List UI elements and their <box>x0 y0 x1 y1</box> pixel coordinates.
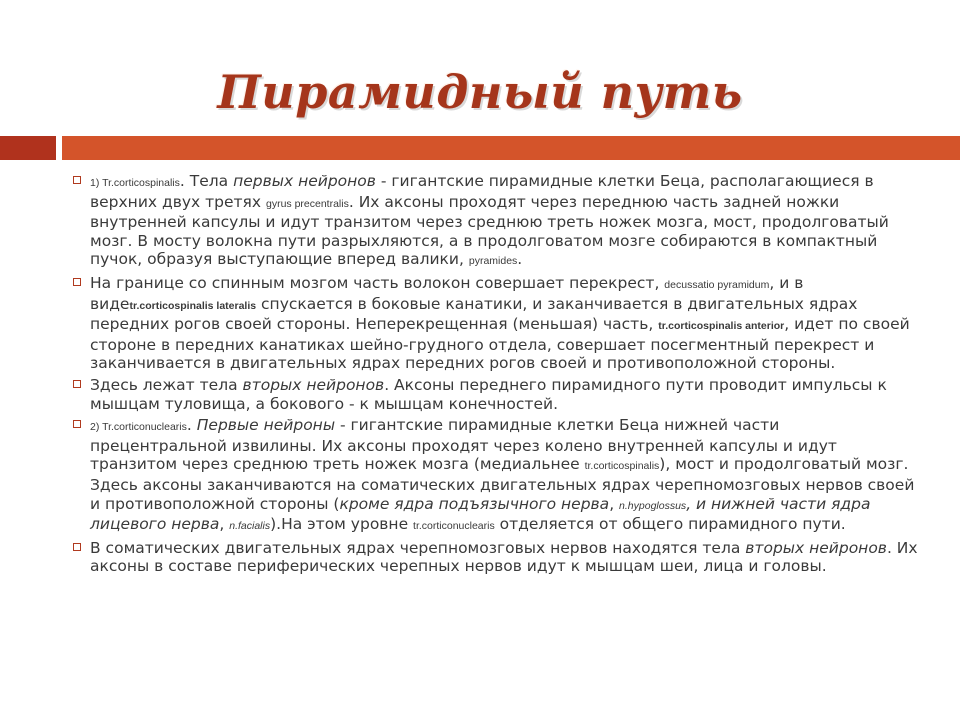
slide-body <box>70 172 920 579</box>
title-underline-bar-right <box>62 136 960 160</box>
text-run: Первые нейроны <box>196 416 336 435</box>
text-run: ).На этом уровне <box>270 515 414 534</box>
text-run: Tr.corticospinalis <box>102 177 180 189</box>
text-run: Здесь лежат тела <box>90 375 243 394</box>
text-run: . Тела <box>179 172 234 190</box>
text-run: вторых нейронов <box>242 375 385 394</box>
text-run: n.facialis <box>229 520 271 533</box>
text-run: меньшая <box>518 315 593 334</box>
slide-title: Пирамидный путь <box>217 65 743 119</box>
text-run: . Их аксоны в составе периферических черепных нервов идут к мышцам шеи, лица и головы. <box>90 538 918 576</box>
bullet-paragraph <box>70 274 920 373</box>
text-run: Tr.corticonuclearis <box>102 421 187 434</box>
text-run: вторых нейронов <box>745 538 887 557</box>
hollow-square-bullet-icon <box>73 176 81 184</box>
title-underline-bar-left <box>0 136 56 160</box>
text-run: , идет по своей стороне в передних канатиках шейно-грудного отдела, совершает посегментный перекрест и заканчивается в двигательных ядрах передних рогов своей и противоположной стороны. <box>90 315 910 373</box>
text-run: , и нижней части ядра лицевого нерва <box>90 494 871 534</box>
text-run: - гигантские пирамидные клетки Беца нижней части прецентральной извилины. Их аксоны проходят через колено внутренней капсулы и идут транзитом через среднюю треть ножек мозга (медиальнее <box>90 416 837 474</box>
text-run: decussatio pyramidum <box>664 278 770 291</box>
bullet-paragraph <box>70 172 920 271</box>
text-run: , <box>609 494 620 513</box>
bullet-paragraph <box>70 416 920 536</box>
text-run: tr.corticonuclearis <box>413 520 495 533</box>
text-run: tr.corticospinalis lateralis <box>129 299 257 312</box>
text-run: В соматических двигательных ядрах черепномозговых нервов находятся тела <box>90 538 746 557</box>
text-run: спускается в боковые канатики, и заканчивается в двигательных ядрах передних рогов своей стороны. Неперекрещенная ( <box>90 294 858 334</box>
text-run: кроме ядра подъязычного нерва <box>339 494 610 513</box>
text-run: отделяется от общего пирамидного пути. <box>494 515 846 534</box>
text-run: 1) <box>90 177 103 189</box>
hollow-square-bullet-icon <box>73 380 81 388</box>
hollow-square-bullet-icon <box>73 278 81 286</box>
text-run: 2) <box>90 421 103 434</box>
hollow-square-bullet-icon <box>73 420 81 428</box>
text-run: tr.corticospinalis <box>584 460 660 473</box>
text-run: ), мост и продолговатый мозг. Здесь аксоны заканчиваются на соматических двигательных ядрах черепномозговых нервов своей и противоположной стороны ( <box>90 455 915 513</box>
text-run: n.hypoglossus <box>619 499 687 512</box>
text-run: первых нейронов <box>233 172 376 190</box>
text-run: - гигантские пирамидные клетки Беца, располагающиеся в верхних двух третях <box>90 172 874 211</box>
text-run: . Их аксоны проходят через переднюю часть задней ножки внутренней капсулы и идут транзитом через среднюю треть ножек мозга, мост, продолговатый мозг. В мосту волокна пути разрыхляются, а в продолговатом мозге собираются в компактный пучок, образуя выступающие вперед валики, <box>90 192 889 269</box>
bullet-paragraph <box>70 539 920 576</box>
text-run: , и в виде <box>90 273 804 313</box>
text-run: . Аксоны переднего пирамидного пути проводит импульсы к мышцам туловища, а бокового - к мышцам конечностей. <box>90 375 887 413</box>
text-run: . <box>517 250 523 269</box>
text-run: На границе со спинным мозгом часть волокон совершает перекрест, <box>90 273 665 292</box>
text-run: gyrus precentralis <box>265 197 349 210</box>
text-run: pyramides <box>468 255 518 268</box>
text-run: , <box>219 515 230 534</box>
text-run: tr.corticospinalis anterior <box>658 320 785 333</box>
hollow-square-bullet-icon <box>73 543 81 551</box>
text-run: . <box>186 416 197 435</box>
bullet-paragraph <box>70 376 920 413</box>
text-run: ) часть, <box>592 315 659 334</box>
